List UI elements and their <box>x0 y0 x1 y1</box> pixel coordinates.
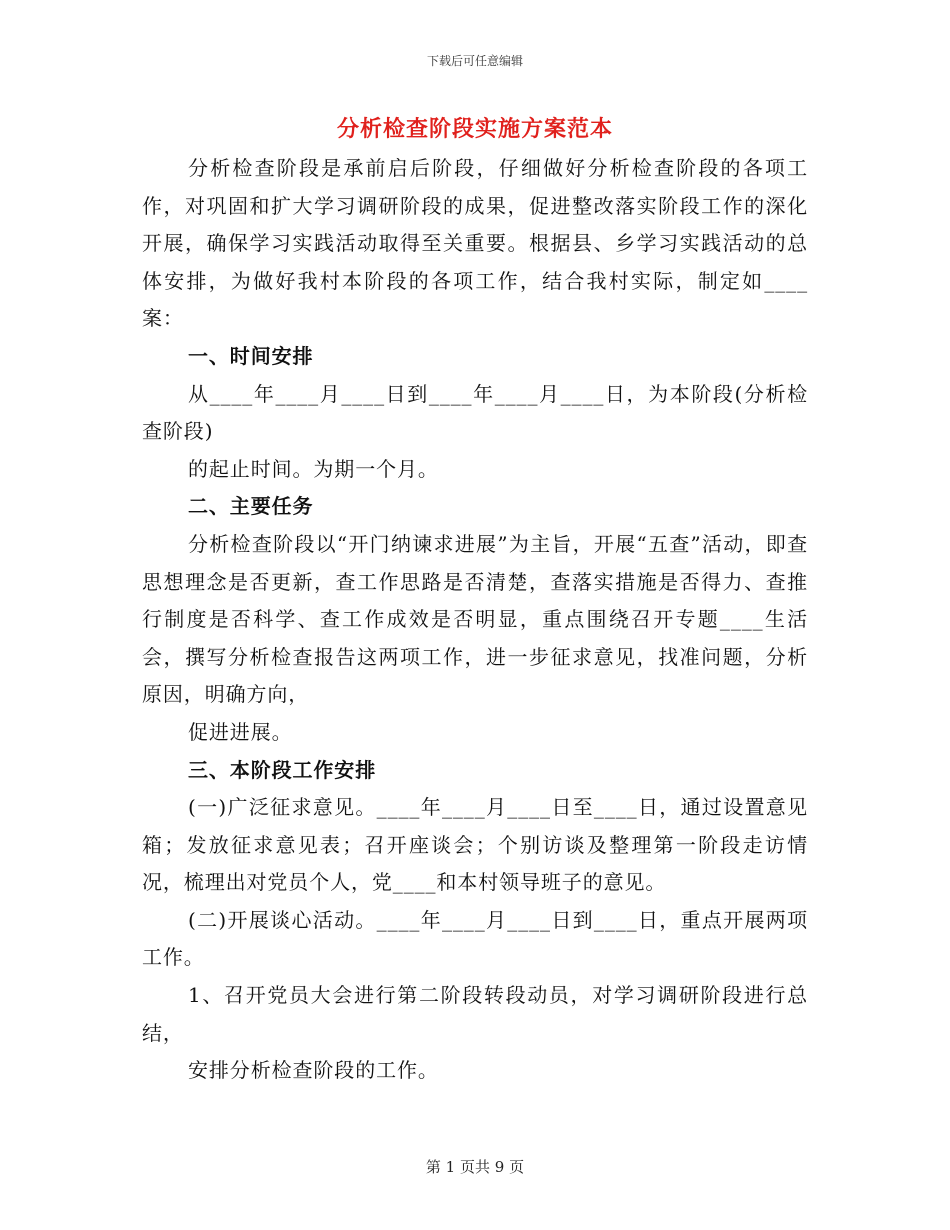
arrangement-subitem-1-continued: 安排分析检查阶段的工作。 <box>188 1058 439 1083</box>
page-number: 第 1 页共 9 页 <box>425 1158 525 1176</box>
main-tasks-paragraph-continued: 促进进展。 <box>188 719 293 744</box>
schedule-paragraph: 从____年____月____日到____年____月____日，为本阶段(分析检查阶段) <box>142 381 808 444</box>
main-tasks-paragraph: 分析检查阶段以“开门纳谏求进展”为主旨，开展“五查”活动，即查思想理念是否更新，查工作思路是否清楚，查落实措施是否得力、查推行制度是否科学、查工作成效是否明显，重点围绕召开专题____生活会，撰写分析检查报告这两项工作，进一步征求意见，找准问题，分析原因，明确方向， <box>142 531 808 707</box>
arrangement-item-2: (二)开展谈心活动。____年____月____日到____日，重点开展两项工作。 <box>142 907 808 970</box>
header-note: 下载后可任意编辑 <box>426 54 523 68</box>
section-heading-main-tasks: 二、主要任务 <box>188 494 314 519</box>
arrangement-subitem-1: 1、召开党员大会进行第二阶段转段动员，对学习调研阶段进行总结， <box>142 983 808 1045</box>
document-title: 分析检查阶段实施方案范本 <box>336 116 613 142</box>
arrangement-item-1: (一)广泛征求意见。____年____月____日至____日，通过设置意见箱；发放征求意见表；召开座谈会；个别访谈及整理第一阶段走访情况，梳理出对党员个人，党____和本村领导班子的意见。 <box>142 795 808 895</box>
intro-paragraph: 分析检查阶段是承前启后阶段，仔细做好分析检查阶段的各项工作，对巩固和扩大学习调研阶段的成果，促进整改落实阶段工作的深化开展，确保学习实践活动取得至关重要。根据县、乡学习实践活动的总体安排，为做好我村本阶段的各项工作，结合我村实际，制定如____案： <box>142 156 808 331</box>
section-heading-schedule: 一、时间安排 <box>188 343 314 368</box>
schedule-paragraph-continued: 的起止时间。为期一个月。 <box>188 456 439 481</box>
document-body <box>142 150 808 1090</box>
section-heading-work-arrangement: 三、本阶段工作安排 <box>188 757 377 782</box>
